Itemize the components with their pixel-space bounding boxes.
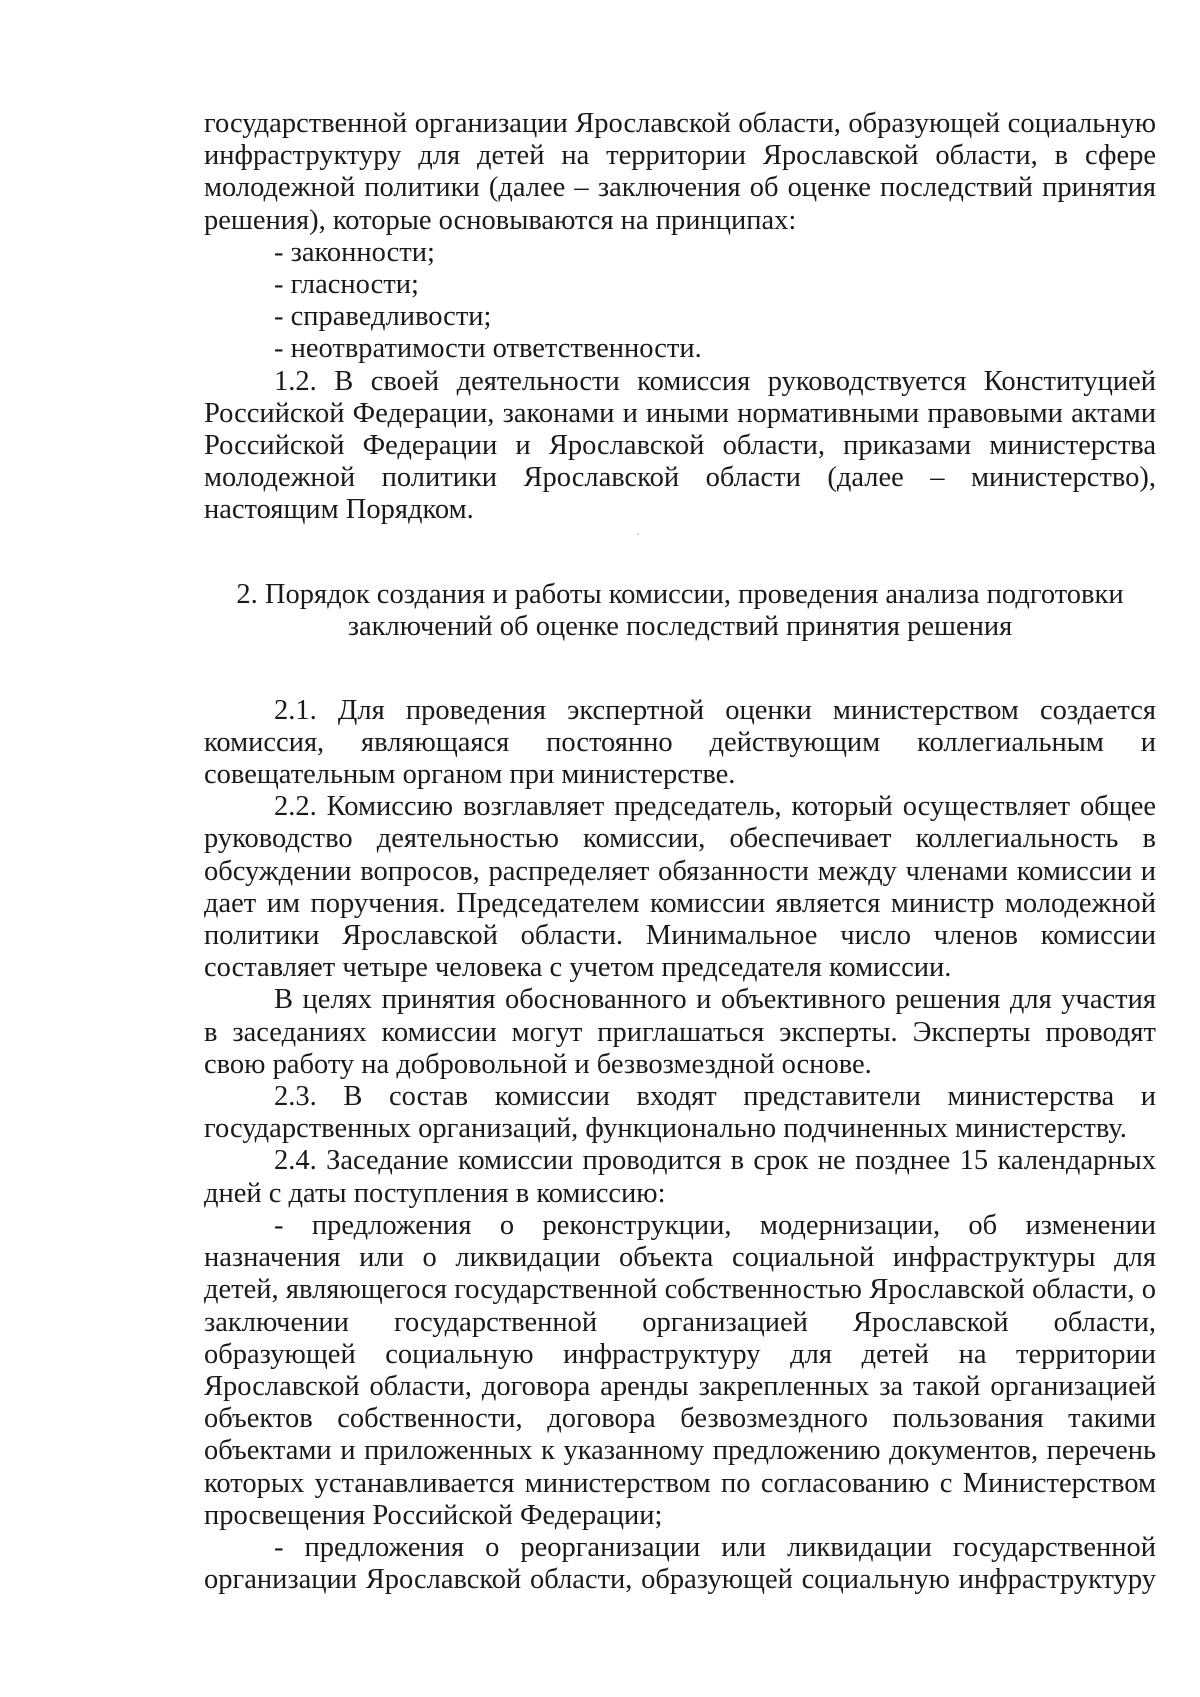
principle-item: - справедливости; (274, 301, 492, 333)
section-heading (204, 579, 1156, 643)
principle-item: - неотвратимости ответственности. (274, 333, 702, 365)
principle-item: - гласности; (274, 269, 419, 301)
paragraph-2-1: 2.1. Для проведения экспертной оценки министерством создается комиссия, являющаяся постоянно действующим коллегиальным и совещательным органом при министерстве. (204, 694, 1156, 791)
principle-item: - законности; (274, 236, 435, 268)
paragraph-2-3: 2.3. В состав комиссии входят представители министерства и государственных организаций, функционально подчиненных министерству. (204, 1081, 1156, 1145)
paragraph-1-2: 1.2. В своей деятельности комиссия руководствуется Конституцией Российской Федерации, законами и иными нормативными правовыми актами Российской Федерации и Ярославской области, приказами министерства молодежной политики Ярославской области (далее – министерство), настоящим Порядком. (204, 365, 1156, 526)
paragraph-2-4: 2.4. Заседание комиссии проводится в срок не позднее 15 календарных дней с даты поступления в комиссию: (204, 1145, 1156, 1209)
paragraph-continuation: государственной организации Ярославской области, образующей социальную инфраструктуру для детей на территории Ярославской области, в сфере молодежной политики (далее – заключения об оценке последствий принятия решения), которые основываются на принципах: (204, 108, 1156, 236)
paragraph-2-2-experts: В целях принятия обоснованного и объективного решения для участия в заседаниях комиссии могут приглашаться эксперты. Эксперты проводят свою работу на добровольной и безвозмездной основе. (204, 984, 1156, 1080)
document-body (204, 108, 1156, 1596)
paragraph-2-4-item-1: - предложения о реконструкции, модернизации, об изменении назначения или о ликвидации объекта социальной инфраструктуры для детей, являющегося государственной собственностью Ярославской области, о заключении государственной организацией Ярославской области, образующей социальную инфраструктуру для детей на территории Ярославской области, договора аренды закрепленных за такой организацией объектов собственности, договора безвозмездного пользования такими объектами и приложенных к указанному предложению документов, перечень которых устанавливается министерством по согласованию с Министерством просвещения Российской Федерации; (204, 1209, 1156, 1531)
paragraph-2-4-item-2: - предложения о реорганизации или ликвидации государственной организации Ярославской области, образующей социальную инфраструктуру (204, 1531, 1156, 1596)
section-heading-line-2: заключений об оценке последствий принятия решения (347, 610, 1013, 642)
section-heading-line-1: 2. Порядок создания и работы комиссии, проведения анализа подготовки (236, 578, 1124, 610)
paragraph-2-2: 2.2. Комиссию возглавляет председатель, который осуществляет общее руководство деятельностью комиссии, обеспечивает коллегиальность в обсуждении вопросов, распределяет обязанности между членами комиссии и дает им поручения. Председателем комиссии является министр молодежной политики Ярославской области. Минимальное число членов комиссии составляет четыре человека с учетом председателя комиссии. (204, 791, 1156, 984)
principles-list (204, 237, 1156, 366)
